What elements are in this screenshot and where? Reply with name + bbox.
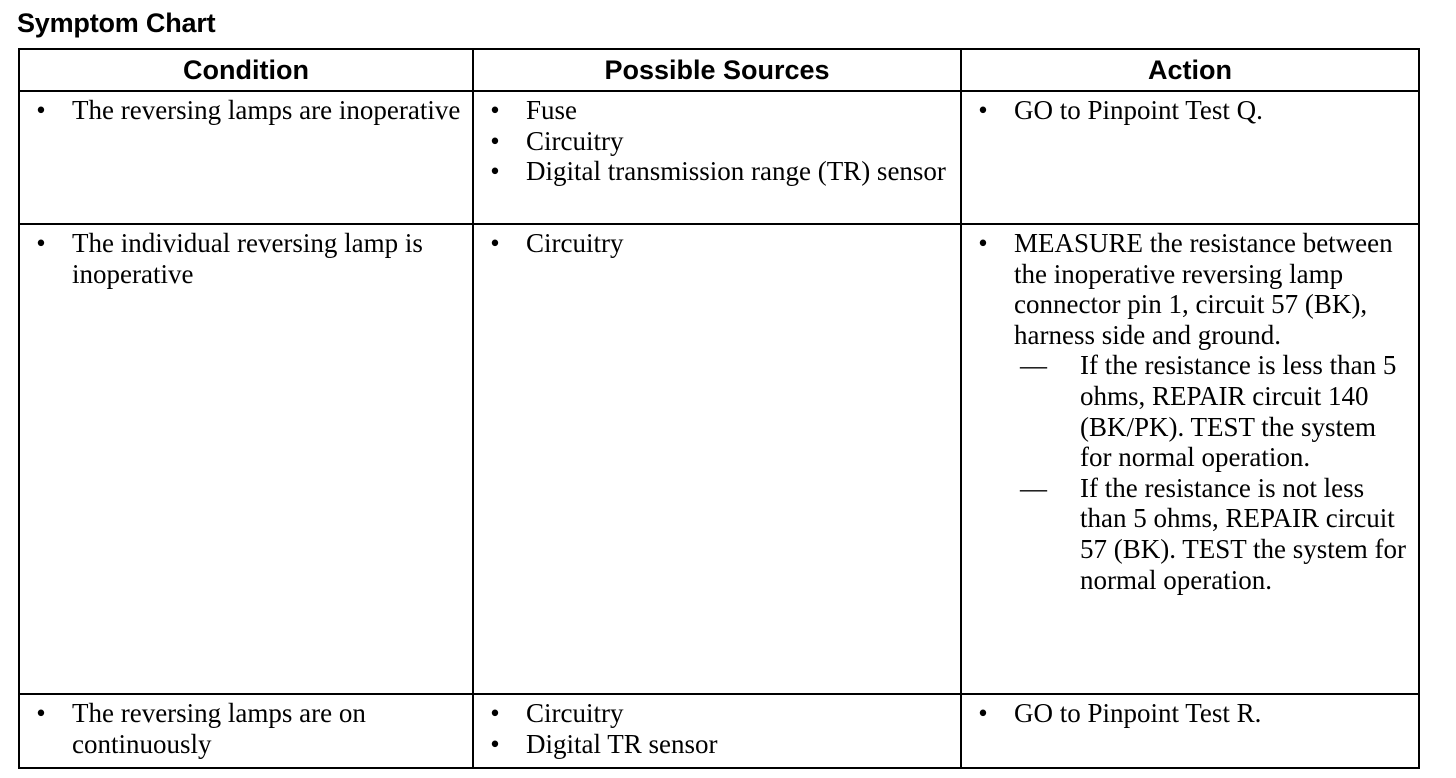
table-row (19, 224, 1419, 694)
bullet-icon: • (36, 95, 46, 125)
bullet-icon: • (490, 156, 500, 187)
source-text: Circuitry (526, 228, 624, 258)
condition-item (20, 95, 472, 126)
condition-text: The individual reversing lamp is inoperative (72, 228, 423, 289)
bullet-icon: • (36, 698, 46, 728)
bullet-icon: • (978, 95, 988, 125)
action-cell (961, 224, 1419, 694)
bullet-icon: • (490, 95, 500, 125)
action-text: GO to Pinpoint Test R. (1014, 698, 1262, 728)
dash-icon: — (1020, 472, 1047, 503)
condition-cell (19, 694, 473, 768)
bullet-icon: • (36, 228, 46, 258)
table-row (19, 91, 1419, 224)
condition-text: The reversing lamps are on continuously (72, 698, 366, 759)
header-row (19, 49, 1419, 91)
source-item (474, 228, 960, 259)
action-subtext: If the resistance is less than 5 ohms, REPAIR circuit 140 (BK/PK). TEST the system for normal operation. (1080, 350, 1397, 473)
condition-cell (19, 91, 473, 224)
dash-icon: — (1020, 350, 1047, 381)
bullet-icon: • (490, 698, 500, 728)
condition-text: The reversing lamps are inoperative (72, 95, 461, 125)
action-text: GO to Pinpoint Test Q. (1014, 95, 1263, 125)
header-condition: Condition (19, 49, 473, 91)
source-text: Digital transmission range (TR) sensor (526, 156, 946, 187)
bullet-icon: • (978, 228, 988, 258)
source-item (474, 126, 960, 157)
source-item (474, 698, 960, 729)
action-item (962, 698, 1418, 729)
source-text: Fuse (526, 95, 578, 125)
source-item (474, 156, 960, 187)
bullet-icon: • (490, 125, 500, 156)
source-item (474, 729, 960, 760)
bullet-icon: • (490, 228, 500, 258)
action-subitem (1014, 350, 1410, 472)
action-cell (961, 694, 1419, 768)
sources-cell (473, 91, 961, 224)
source-item (474, 95, 960, 126)
bullet-icon: • (490, 728, 500, 759)
bullet-icon: • (978, 698, 988, 728)
source-text: Circuitry (526, 698, 624, 728)
sources-cell (473, 694, 961, 768)
header-action: Action (961, 49, 1419, 91)
source-text: Digital TR sensor (526, 728, 718, 759)
action-subitem (1014, 473, 1410, 595)
action-item (962, 95, 1418, 126)
action-cell (961, 91, 1419, 224)
condition-item (20, 228, 472, 289)
source-text: Circuitry (526, 125, 624, 156)
table-row (19, 694, 1419, 768)
condition-cell (19, 224, 473, 694)
action-item (962, 228, 1418, 595)
action-sublist (1014, 350, 1410, 595)
sources-cell (473, 224, 961, 694)
page-title: Symptom Chart (17, 8, 216, 38)
header-possible-sources: Possible Sources (473, 49, 961, 91)
symptom-table (18, 48, 1420, 769)
condition-item (20, 698, 472, 759)
action-text: MEASURE the resistance between the inoperative reversing lamp connector pin 1, circuit 57 (BK), harness side and ground. (1014, 228, 1393, 350)
action-subtext: If the resistance is not less than 5 ohms, REPAIR circuit 57 (BK). TEST the system for normal operation. (1080, 472, 1406, 595)
